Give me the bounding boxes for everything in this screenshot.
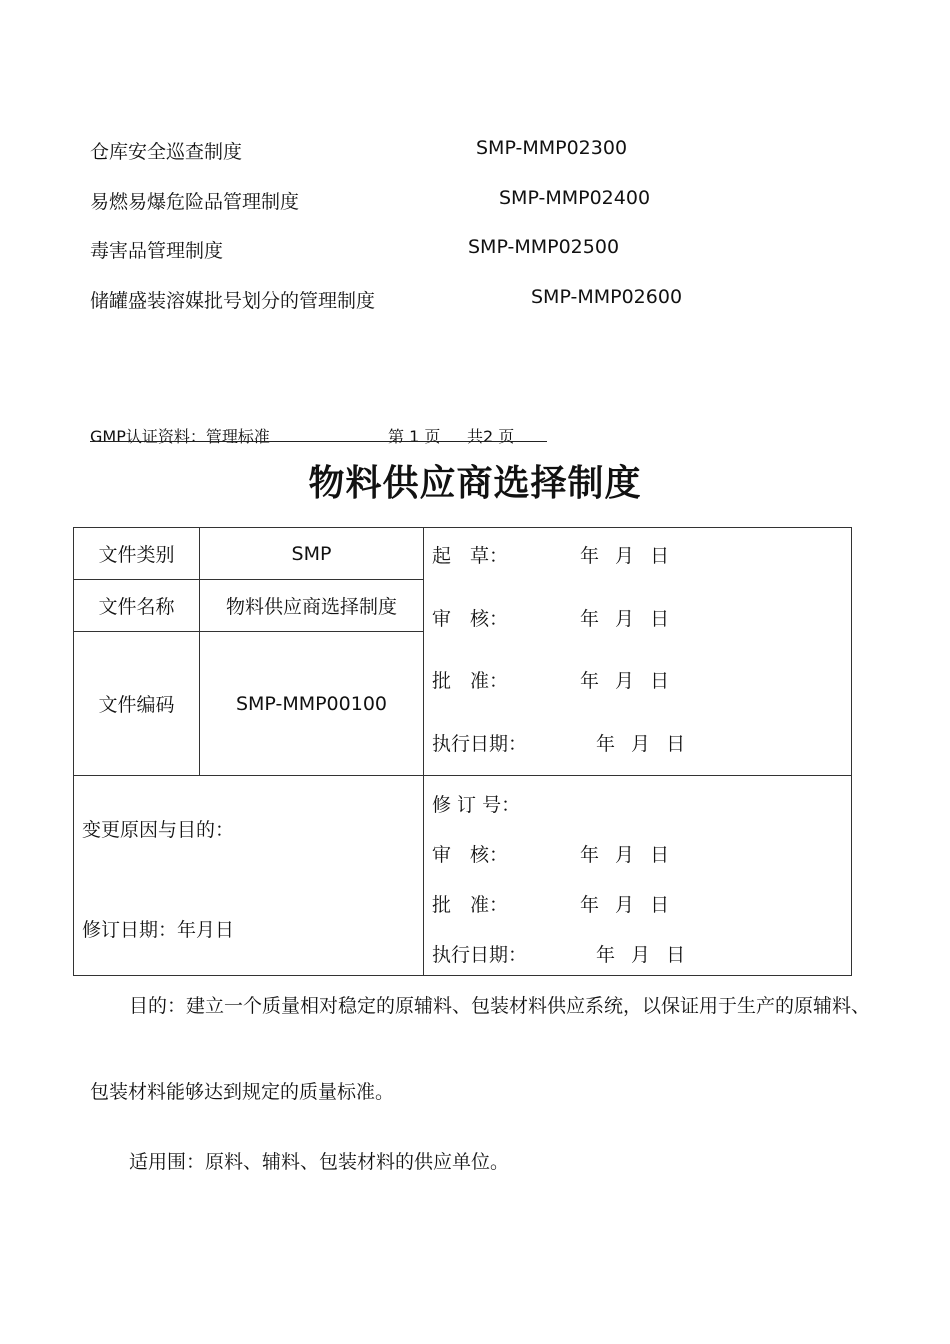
- table-border-right: [851, 527, 852, 976]
- purpose-paragraph-line2: 包装材料能够达到规定的质量标准。: [90, 1081, 395, 1103]
- index-item-code: SMP-MMP02600: [531, 286, 683, 308]
- exec-date: 年 月 日: [596, 733, 686, 755]
- scope-paragraph: 适用围：原料、辅料、包装材料的供应单位。: [129, 1151, 510, 1173]
- index-item-code: SMP-MMP02300: [476, 137, 628, 159]
- revision-exec-label: 执行日期：: [432, 944, 528, 966]
- type-label: 文件类别: [98, 544, 175, 566]
- name-value: 物料供应商选择制度: [225, 596, 397, 618]
- code-label: 文件编码: [98, 694, 175, 716]
- header-page-total: 共2 页: [467, 427, 515, 446]
- review-label: 审 核：: [432, 608, 509, 630]
- draft-date: 年 月 日: [580, 545, 670, 567]
- revision-approve-label: 批 准：: [432, 894, 509, 916]
- revision-approve-date: 年 月 日: [580, 894, 670, 916]
- index-item-code: SMP-MMP02400: [499, 187, 651, 209]
- review-date: 年 月 日: [580, 608, 670, 630]
- approve-date: 年 月 日: [580, 670, 670, 692]
- approve-label: 批 准：: [432, 670, 509, 692]
- name-label: 文件名称: [98, 596, 175, 618]
- draft-label: 起 草：: [432, 545, 509, 567]
- revision-exec-date: 年 月 日: [596, 944, 686, 966]
- exec-date-label: 执行日期：: [432, 733, 528, 755]
- header-left-text: GMP认证资料：管理标准: [90, 427, 270, 446]
- table-divider-middle: [423, 527, 424, 976]
- index-item-name: 毒害品管理制度: [90, 240, 224, 262]
- index-item-name: 储罐盛装溶媒批号划分的管理制度: [90, 290, 376, 312]
- code-value: SMP-MMP00100: [235, 692, 388, 715]
- revise-date-label: 修订日期：年月日: [82, 919, 235, 941]
- table-border-bottom: [73, 975, 852, 976]
- purpose-paragraph-line1: 目的：建立一个质量相对稳定的原辅料、包装材料供应系统，以保证用于生产的原辅料、: [129, 995, 871, 1017]
- index-item-code: SMP-MMP02500: [468, 236, 620, 258]
- revision-review-label: 审 核：: [432, 844, 509, 866]
- type-value: SMP: [291, 542, 332, 565]
- header-rule: [90, 441, 547, 442]
- table-section-divider: [73, 775, 852, 776]
- document-title: 物料供应商选择制度: [308, 463, 642, 504]
- revision-number-label: 修 订 号：: [432, 794, 521, 816]
- header-page-number: 第 1 页: [388, 427, 441, 446]
- index-item-name: 易燃易爆危险品管理制度: [90, 191, 300, 213]
- change-reason-label: 变更原因与目的：: [82, 819, 235, 841]
- index-item-name: 仓库安全巡查制度: [90, 141, 243, 163]
- revision-review-date: 年 月 日: [580, 844, 670, 866]
